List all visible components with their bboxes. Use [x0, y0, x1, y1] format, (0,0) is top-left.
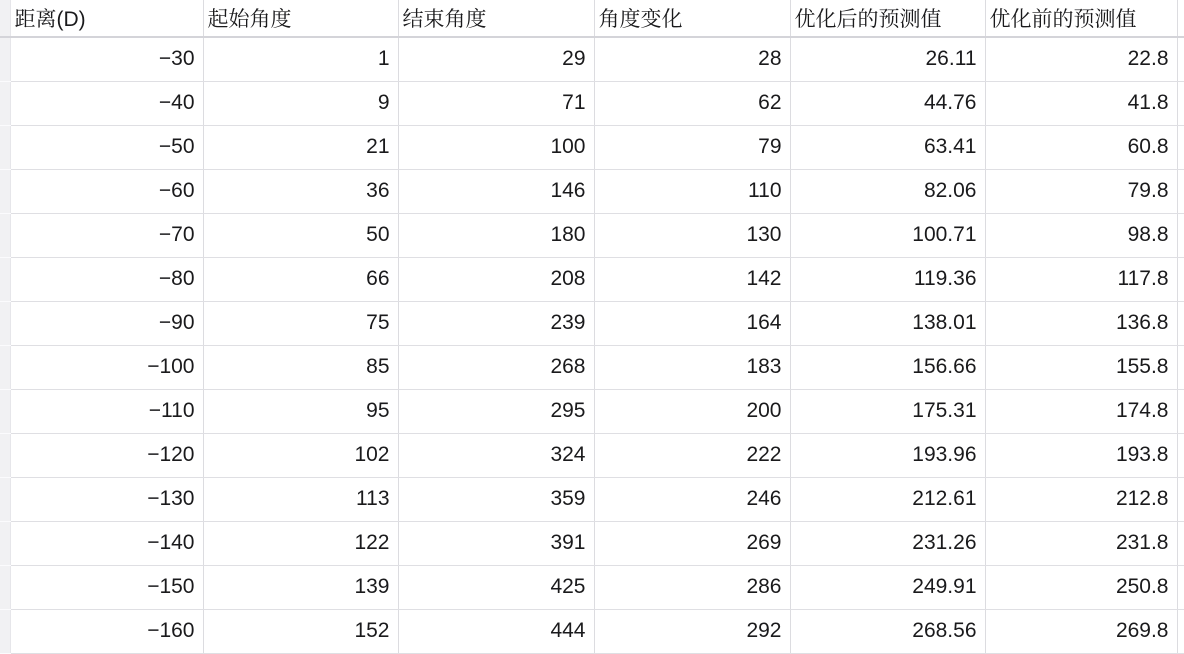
table-cell[interactable]: 71 — [398, 81, 594, 125]
row-gutter-cell — [0, 37, 10, 81]
partial-column-cell[interactable] — [1177, 433, 1184, 477]
column-header-angle-change[interactable]: 角度变化 — [594, 0, 790, 37]
table-cell[interactable]: 29 — [398, 37, 594, 81]
table-cell[interactable]: 175.31 — [790, 389, 985, 433]
row-gutter-cell — [0, 81, 10, 125]
partial-column-cell[interactable] — [1177, 301, 1184, 345]
partial-column-cell[interactable] — [1177, 565, 1184, 609]
table-cell[interactable]: 21 — [203, 125, 398, 169]
table-cell[interactable]: 1 — [203, 37, 398, 81]
table-row — [0, 389, 1184, 433]
table-cell[interactable]: 208 — [398, 257, 594, 301]
table-row — [0, 125, 1184, 169]
table-cell[interactable]: 85 — [203, 345, 398, 389]
table-cell[interactable]: 152 — [203, 609, 398, 653]
table-cell[interactable]: 268.56 — [790, 609, 985, 653]
table-row — [0, 257, 1184, 301]
table-cell[interactable]: 139 — [203, 565, 398, 609]
table-cell[interactable]: 183 — [594, 345, 790, 389]
table-cell[interactable]: 98.8 — [985, 213, 1177, 257]
partial-column-cell[interactable] — [1177, 37, 1184, 81]
table-cell[interactable]: 117.8 — [985, 257, 1177, 301]
table-cell[interactable]: −130 — [10, 477, 203, 521]
table-cell[interactable]: 122 — [203, 521, 398, 565]
table-cell[interactable]: 193.96 — [790, 433, 985, 477]
row-gutter-cell — [0, 521, 10, 565]
table-cell[interactable]: 63.41 — [790, 125, 985, 169]
row-gutter-header — [0, 0, 10, 37]
table-cell[interactable]: −40 — [10, 81, 203, 125]
table-cell[interactable]: 41.8 — [985, 81, 1177, 125]
row-gutter-cell — [0, 125, 10, 169]
table-cell[interactable]: 82.06 — [790, 169, 985, 213]
row-gutter-cell — [0, 213, 10, 257]
table-cell[interactable]: −80 — [10, 257, 203, 301]
table-cell[interactable]: 79.8 — [985, 169, 1177, 213]
partial-column-cell[interactable] — [1177, 477, 1184, 521]
table-cell[interactable]: 138.01 — [790, 301, 985, 345]
table-row — [0, 433, 1184, 477]
table-row — [0, 213, 1184, 257]
table-cell[interactable]: 9 — [203, 81, 398, 125]
row-gutter-cell — [0, 169, 10, 213]
table-cell[interactable]: 246 — [594, 477, 790, 521]
table-cell[interactable]: 119.36 — [790, 257, 985, 301]
row-gutter-cell — [0, 609, 10, 653]
table-cell[interactable]: 130 — [594, 213, 790, 257]
table-cell[interactable]: −30 — [10, 37, 203, 81]
column-header-start-angle[interactable]: 起始角度 — [203, 0, 398, 37]
table-cell[interactable]: 100.71 — [790, 213, 985, 257]
table-cell[interactable]: 174.8 — [985, 389, 1177, 433]
table-cell[interactable]: 100 — [398, 125, 594, 169]
column-header-distance[interactable]: 距离(D) — [10, 0, 203, 37]
table-cell[interactable]: 180 — [398, 213, 594, 257]
table-cell[interactable]: 212.8 — [985, 477, 1177, 521]
table-cell[interactable]: 136.8 — [985, 301, 1177, 345]
table-cell[interactable]: 249.91 — [790, 565, 985, 609]
partial-column-header[interactable] — [1177, 0, 1184, 37]
table-cell[interactable]: −120 — [10, 433, 203, 477]
table-cell[interactable]: 95 — [203, 389, 398, 433]
table-cell[interactable]: −50 — [10, 125, 203, 169]
table-cell[interactable]: −150 — [10, 565, 203, 609]
partial-column-cell[interactable] — [1177, 521, 1184, 565]
table-cell[interactable]: 142 — [594, 257, 790, 301]
table-cell[interactable]: 75 — [203, 301, 398, 345]
table-cell[interactable]: 250.8 — [985, 565, 1177, 609]
table-cell[interactable]: 295 — [398, 389, 594, 433]
table-cell[interactable]: 66 — [203, 257, 398, 301]
table-cell[interactable]: −70 — [10, 213, 203, 257]
table-cell[interactable]: 28 — [594, 37, 790, 81]
partial-column-cell[interactable] — [1177, 345, 1184, 389]
partial-column-cell[interactable] — [1177, 125, 1184, 169]
column-header-pre-optimization-prediction[interactable]: 优化前的预测值 — [985, 0, 1177, 37]
table-cell[interactable]: −140 — [10, 521, 203, 565]
table-cell[interactable]: 164 — [594, 301, 790, 345]
row-gutter-cell — [0, 565, 10, 609]
table-cell[interactable]: 268 — [398, 345, 594, 389]
row-gutter-cell — [0, 389, 10, 433]
table-cell[interactable]: 292 — [594, 609, 790, 653]
table-cell[interactable]: 222 — [594, 433, 790, 477]
partial-column-cell[interactable] — [1177, 81, 1184, 125]
table-cell[interactable]: 50 — [203, 213, 398, 257]
table-cell[interactable]: 425 — [398, 565, 594, 609]
table-row — [0, 81, 1184, 125]
table-cell[interactable]: 26.11 — [790, 37, 985, 81]
table-cell[interactable]: −100 — [10, 345, 203, 389]
table-cell[interactable]: −90 — [10, 301, 203, 345]
table-cell[interactable]: 155.8 — [985, 345, 1177, 389]
table-row — [0, 345, 1184, 389]
table-row — [0, 477, 1184, 521]
row-gutter-cell — [0, 301, 10, 345]
header-row — [0, 0, 1184, 37]
column-header-optimized-prediction[interactable]: 优化后的预测值 — [790, 0, 985, 37]
row-gutter-cell — [0, 477, 10, 521]
table-cell[interactable]: −60 — [10, 169, 203, 213]
table-cell[interactable]: 146 — [398, 169, 594, 213]
partial-column-cell[interactable] — [1177, 389, 1184, 433]
table-cell[interactable]: 156.66 — [790, 345, 985, 389]
table-cell[interactable]: 212.61 — [790, 477, 985, 521]
table-cell[interactable]: 200 — [594, 389, 790, 433]
table-cell[interactable]: 60.8 — [985, 125, 1177, 169]
table-cell[interactable]: 239 — [398, 301, 594, 345]
table-cell[interactable]: 269.8 — [985, 609, 1177, 653]
column-header-end-angle[interactable]: 结束角度 — [398, 0, 594, 37]
table-cell[interactable]: 231.26 — [790, 521, 985, 565]
table-cell[interactable]: 36 — [203, 169, 398, 213]
row-gutter-cell — [0, 345, 10, 389]
partial-column-cell[interactable] — [1177, 609, 1184, 653]
table-cell[interactable]: 324 — [398, 433, 594, 477]
table-row — [0, 301, 1184, 345]
table-row — [0, 169, 1184, 213]
table-cell[interactable]: 79 — [594, 125, 790, 169]
table-cell[interactable]: 444 — [398, 609, 594, 653]
table-cell[interactable]: 193.8 — [985, 433, 1177, 477]
table-cell[interactable]: 113 — [203, 477, 398, 521]
table-row — [0, 37, 1184, 81]
table-cell[interactable]: −110 — [10, 389, 203, 433]
table-row — [0, 609, 1184, 653]
table-cell[interactable]: 231.8 — [985, 521, 1177, 565]
table-cell[interactable]: 286 — [594, 565, 790, 609]
table-body — [0, 37, 1184, 653]
table-cell[interactable]: 44.76 — [790, 81, 985, 125]
table-cell[interactable]: 102 — [203, 433, 398, 477]
table-row — [0, 521, 1184, 565]
table-cell[interactable]: 62 — [594, 81, 790, 125]
table-cell[interactable]: −160 — [10, 609, 203, 653]
partial-column-cell[interactable] — [1177, 169, 1184, 213]
table-cell[interactable]: 22.8 — [985, 37, 1177, 81]
table-row — [0, 565, 1184, 609]
table-cell[interactable]: 269 — [594, 521, 790, 565]
partial-column-cell[interactable] — [1177, 257, 1184, 301]
table-cell[interactable]: 359 — [398, 477, 594, 521]
row-gutter-cell — [0, 433, 10, 477]
row-gutter-cell — [0, 257, 10, 301]
partial-column-cell[interactable] — [1177, 213, 1184, 257]
table-cell[interactable]: 110 — [594, 169, 790, 213]
table-cell[interactable]: 391 — [398, 521, 594, 565]
